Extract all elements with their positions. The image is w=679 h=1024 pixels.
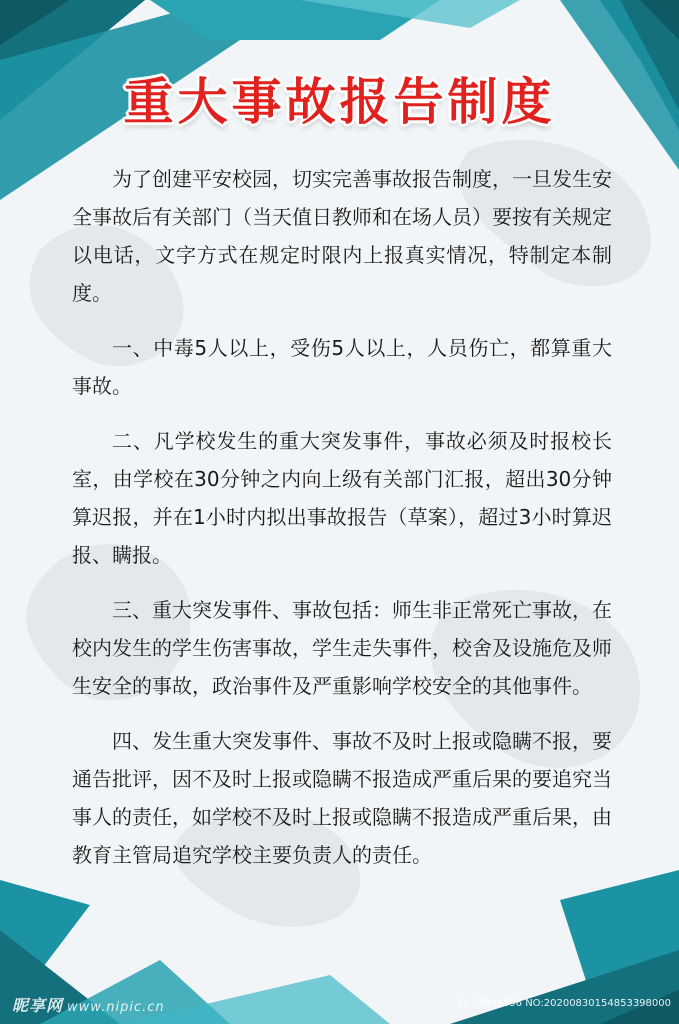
watermark-logo <box>12 993 165 1016</box>
paragraph-intro: 为了创建平安校园，切实完善事故报告制度，一旦发生安全事故后有关部门（当天值日教师和在场人员）要按有关规定以电话，文字方式在规定时限内上报真实情况，特制定本制度。 <box>72 167 612 305</box>
paragraph-item-2: 二、凡学校发生的重大突发事件，事故必须及时报校长室，由学校在30分钟之内向上级有关部门汇报，超出30分钟算迟报，并在1小时内拟出事故报告（草案），超过3小时算迟报、瞒报。 <box>72 429 612 567</box>
regulation-body <box>72 160 612 891</box>
watermark-brand: 昵享网 <box>12 996 64 1015</box>
watermark-id: ID:28894596 NO:20200830154853398000 <box>457 998 671 1009</box>
paragraph-item-3: 三、重大突发事件、事故包括：师生非正常死亡事故，在校内发生的学生伤害事故，学生走失事件，校舍及设施危及师生安全的事故，政治事件及严重影响学校安全的其他事件。 <box>72 598 612 698</box>
watermark-url: www.nipic.cn <box>67 1000 165 1015</box>
paragraph-item-4: 四、发生重大突发事件、事故不及时上报或隐瞒不报，要通告批评，因不及时上报或隐瞒不报造成严重后果的要追究当事人的责任，如学校不及时上报或隐瞒不报造成严重后果，由教育主管局追究学校主要负责人的责任。 <box>72 729 612 867</box>
page-title: 重大事故报告制度 <box>123 73 556 131</box>
paragraph-item-1: 一、中毒5人以上，受伤5人以上，人员伤亡，都算重大事故。 <box>72 336 612 398</box>
